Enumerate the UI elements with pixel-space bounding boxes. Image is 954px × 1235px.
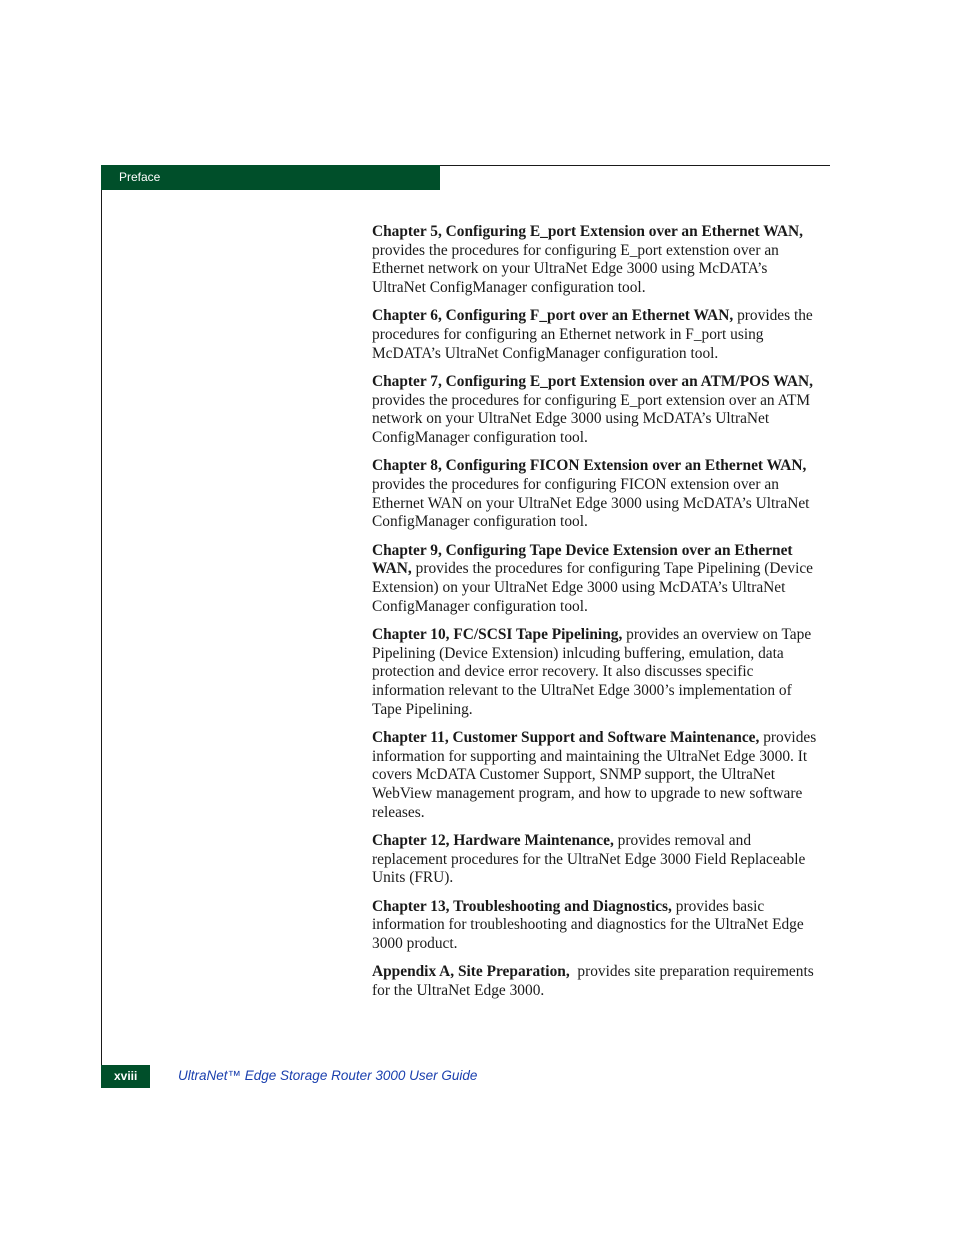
chapter-title: Chapter 9, Configuring Tape Device Extension over an Ethernet WAN,: [372, 541, 793, 578]
page-number-tab: [101, 1065, 150, 1088]
appendix-description: provides site preparation requirements for the UltraNet Edge 3000.: [372, 963, 814, 999]
chapter-description: provides the procedures for configuring an Ethernet network in F_port using McDATA’s UltraNet ConfigManager configuration tool.: [372, 307, 813, 362]
section-header-tab: [101, 165, 440, 190]
chapter-entry: [372, 307, 824, 363]
footer-book-title: UltraNet™ Edge Storage Router 3000 User Guide: [178, 1068, 478, 1083]
chapter-description: provides the procedures for configuring E_port extension over an ATM network on your UltraNet Edge 3000 using McDATA’s UltraNet ConfigManager configuration tool.: [372, 391, 811, 447]
chapter-entry: [372, 898, 824, 954]
chapter-title: Chapter 11, Customer Support and Software Maintenance,: [372, 728, 760, 746]
chapter-title: Chapter 5, Configuring E_port Extension over an Ethernet WAN,: [372, 223, 803, 240]
chapter-description: provides an overview on Tape Pipelining (Device Extension) inlcuding buffering, emulation, data protection and device error recovery. It also discusses specific information relevant to the UltraNet Edge 3000’s implementation of Tape Pipelining.: [372, 625, 812, 718]
section-title: Preface: [119, 170, 161, 184]
chapter-description: provides removal and replacement procedures for the UltraNet Edge 3000 Field Replaceable Units (FRU).: [372, 831, 806, 887]
chapter-description: provides the procedures for configuring E_port extenstion over an Ethernet network on your UltraNet Edge 3000 using McDATA’s UltraNet ConfigManager configuration tool.: [372, 241, 779, 297]
chapter-descriptions: [372, 223, 824, 1010]
appendix-entry: [372, 963, 824, 1000]
left-margin-rule: [101, 190, 102, 1088]
chapter-description: provides information for supporting and maintaining the UltraNet Edge 3000. It covers McDATA Customer Support, SNMP support, the UltraNet WebView management program, and how to upgrade to new software releases.: [372, 728, 817, 821]
chapter-entry: [372, 373, 824, 448]
chapter-description: provides the procedures for configuring Tape Pipelining (Device Extension) on your UltraNet Edge 3000 using McDATA’s UltraNet ConfigManager configuration tool.: [372, 560, 814, 615]
chapter-entry: [372, 542, 824, 617]
chapter-title: Chapter 7, Configuring E_port Extension over an ATM/POS WAN,: [372, 372, 813, 390]
chapter-title: Chapter 8, Configuring FICON Extension over an Ethernet WAN,: [372, 457, 807, 475]
chapter-entry: [372, 729, 824, 823]
chapter-title: Chapter 10, FC/SCSI Tape Pipelining,: [372, 625, 623, 643]
chapter-title: Chapter 12, Hardware Maintenance,: [372, 831, 614, 849]
chapter-title: Chapter 6, Configuring F_port over an Ethernet WAN,: [372, 307, 734, 325]
chapter-entry: [372, 223, 824, 298]
chapter-entry: [372, 832, 824, 888]
page-number: xviii: [114, 1069, 138, 1083]
chapter-title: Chapter 13, Troubleshooting and Diagnostics,: [372, 897, 672, 915]
chapter-entry: [372, 626, 824, 720]
chapter-description: provides the procedures for configuring FICON extension over an Ethernet WAN on your UltraNet Edge 3000 using McDATA’s UltraNet ConfigManager configuration tool.: [372, 475, 810, 531]
chapter-description: provides basic information for troubleshooting and diagnostics for the UltraNet Edge 3000 product.: [372, 897, 804, 952]
appendix-title: Appendix A, Site Preparation,: [372, 963, 570, 981]
chapter-entry: [372, 457, 824, 532]
